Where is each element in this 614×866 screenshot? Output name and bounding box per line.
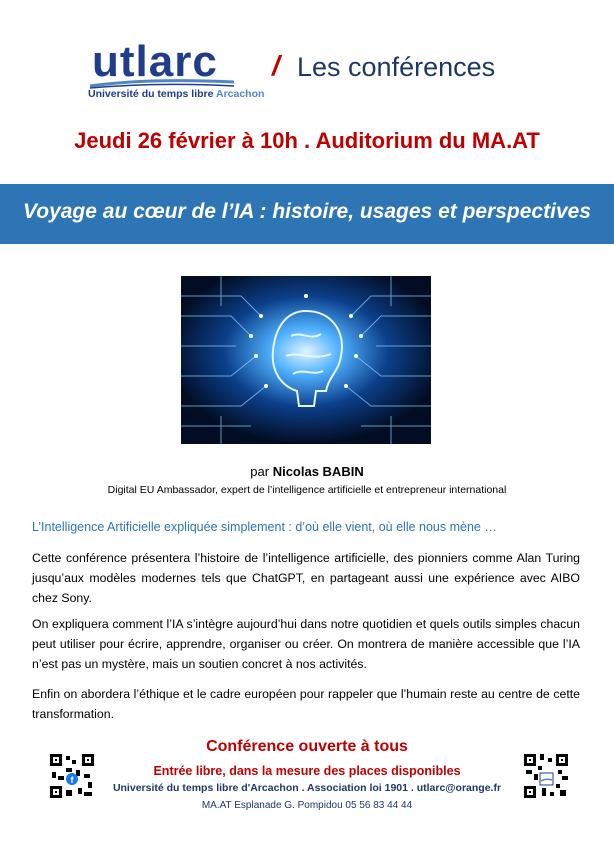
logo-subtitle — [88, 88, 268, 100]
speaker-description: Digital EU Ambassador, expert de l’intelligence artificielle et entrepreneur international — [107, 484, 507, 496]
footer-entry: Entrée libre, dans la mesure des places disponibles — [153, 764, 461, 778]
logo-wordmark: utlarc — [92, 37, 218, 86]
footer-title: Conférence ouverte à tous — [206, 738, 408, 755]
conference-title: Voyage au cœur de l’IA : histoire, usages et perspectives — [23, 200, 591, 223]
logo-subtitle-accent: Arcachon — [215, 88, 265, 100]
footer-association: Université du temps libre d'Arcachon . Association loi 1901 . utlarc@orange.fr — [112, 782, 502, 794]
speaker-prefix: par — [250, 464, 273, 479]
ai-brain-illustration — [181, 276, 431, 444]
speaker-name: Nicolas BABIN — [272, 464, 364, 479]
page-title: Les conférences — [297, 52, 496, 82]
speaker-line — [0, 464, 614, 479]
footer-address: MA.AT Esplanade G. Pompidou 05 56 83 44 44 — [201, 800, 413, 811]
header-slash: / — [272, 50, 280, 81]
paragraph-history: Cette conférence présentera l’histoire de l’intelligence artificielle, des pionniers comme Alan Turing jusqu’aux modèles modernes tels que ChatGPT, en partageant aussi une expérience avec AIBO chez Sony. — [32, 551, 580, 605]
logo-subtitle-main: Université du temps libre — [88, 88, 216, 100]
intro-line: L’Intelligence Artificielle expliquée simplement : d’où elle vient, où elle nous mène … — [32, 520, 497, 534]
svg-text:f: f — [70, 775, 74, 785]
utlarc-logo — [88, 37, 265, 104]
paragraph-usage: On expliquera comment l’IA s’intègre aujourd’hui dans notre quotidien et quels outils simples chacun peut utiliser pour écrire, apprendre, organiser ou créer. On montrera de manière accessible que l’IA n’est pas un mystère, mais un soutien concret à nos activités. — [32, 617, 580, 671]
event-date-line: Jeudi 26 février à 10h . Auditorium du MA.AT — [74, 128, 540, 153]
ai-brain-image — [181, 276, 431, 444]
title-banner — [0, 184, 614, 244]
paragraph-ethics: Enfin on abordera l’éthique et le cadre européen pour rappeler que l’humain reste au centre de cette transformation. — [32, 687, 580, 721]
